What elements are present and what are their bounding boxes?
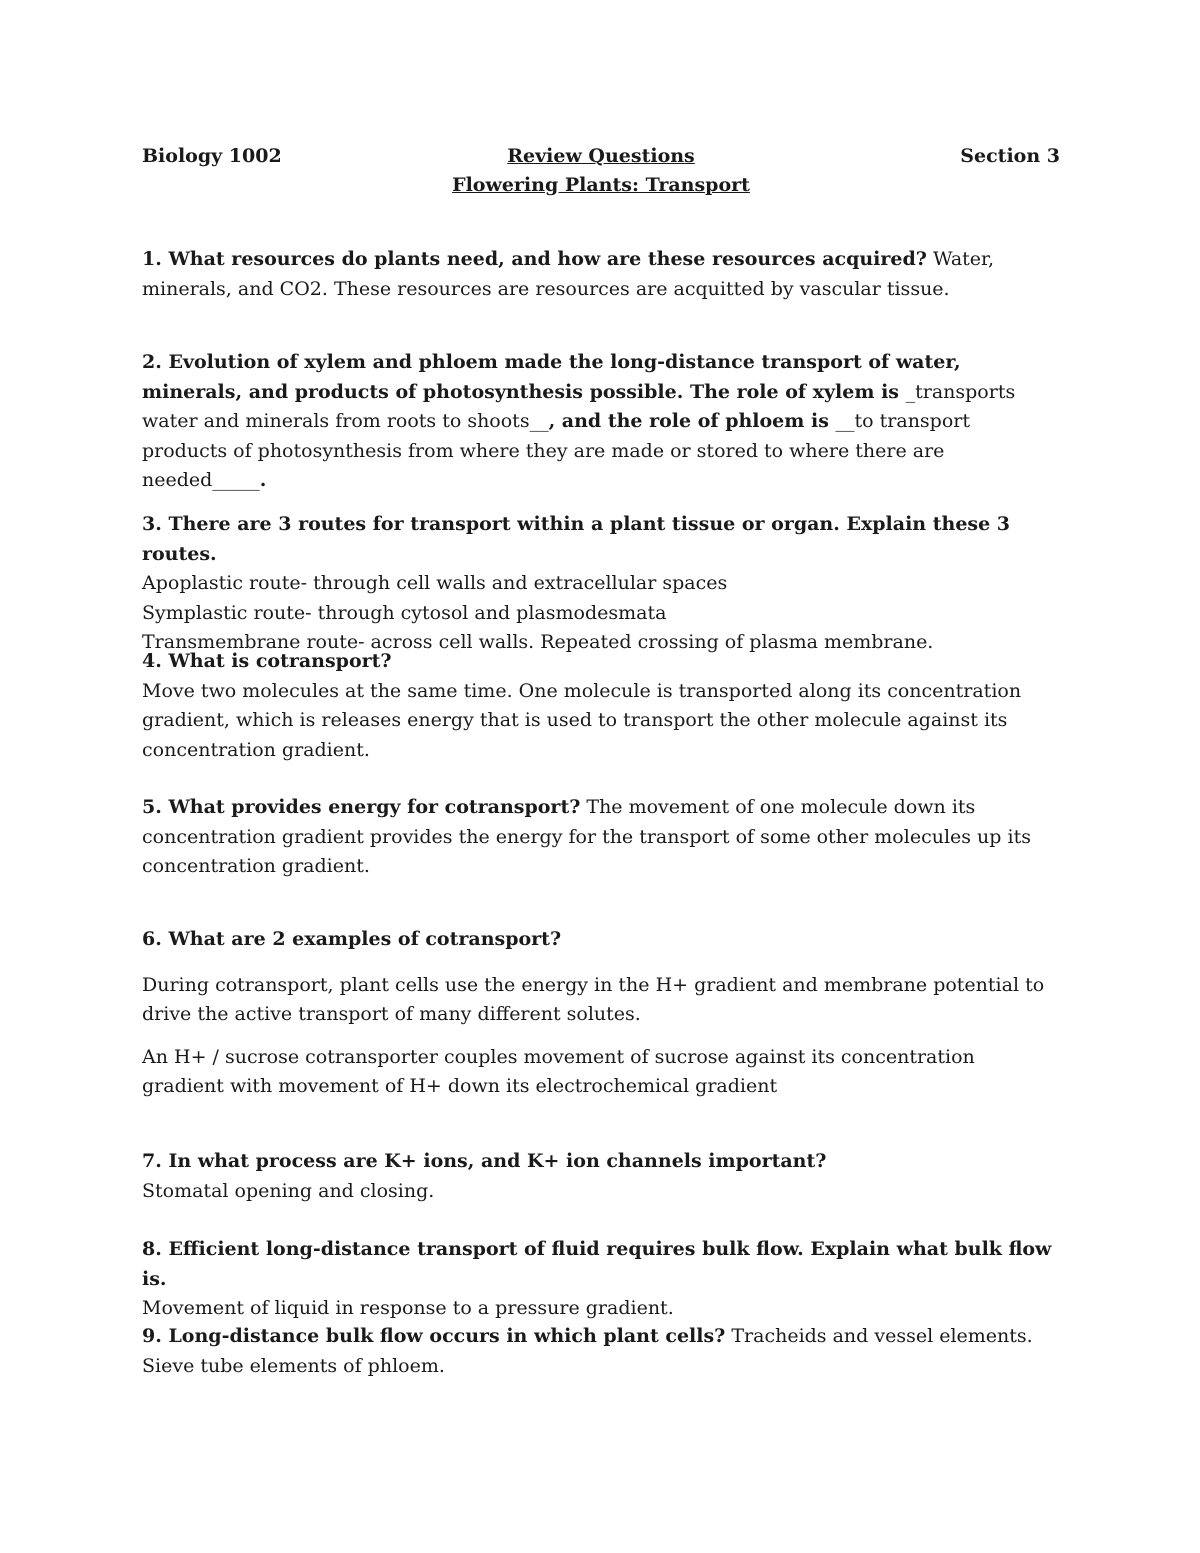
question-3-text: 3. There are 3 routes for transport within a plant tissue or organ. Explain these 3 routes. bbox=[142, 513, 1011, 565]
question-2-end: . bbox=[259, 469, 267, 491]
question-2 bbox=[142, 348, 1060, 496]
question-2-part-2: , and the role of phloem is bbox=[548, 410, 836, 432]
answer-9-text: Tracheids and vessel elements. Sieve tube elements of phloem. bbox=[142, 1325, 1033, 1377]
question-1-text: 1. What resources do plants need, and how are these resources acquired? bbox=[142, 248, 927, 270]
course-label: Biology 1002 bbox=[142, 145, 282, 167]
question-7 bbox=[142, 1147, 1060, 1206]
answer-5-text: The movement of one molecule down its concentration gradient provides the energy for the transport of some other molecules up its concentration gradient. bbox=[142, 796, 1031, 877]
question-7-text: 7. In what process are K+ ions, and K+ ion channels important? bbox=[142, 1150, 827, 1172]
question-4 bbox=[142, 647, 1060, 765]
question-9 bbox=[142, 1322, 1060, 1381]
question-8-text: 8. Efficient long-distance transport of fluid requires bulk flow. Explain what bulk flow is. bbox=[142, 1238, 1052, 1290]
doc-title: Review Questions bbox=[507, 145, 695, 167]
question-5 bbox=[142, 793, 1060, 882]
header-row bbox=[142, 142, 1060, 171]
doc-title-wrap bbox=[142, 142, 1060, 172]
question-9-text: 9. Long-distance bulk flow occurs in which plant cells? bbox=[142, 1325, 726, 1347]
question-2-part-1: 2. Evolution of xylem and phloem made the long-distance transport of water, minerals, and products of photosynthesis possible. The role of xylem is bbox=[142, 351, 961, 403]
section-label: Section 3 bbox=[960, 145, 1060, 167]
doc-subtitle: Flowering Plants: Transport bbox=[452, 174, 750, 196]
question-6 bbox=[142, 925, 1060, 1102]
answer-3-apoplastic: Apoplastic route- through cell walls and extracellular spaces bbox=[142, 572, 728, 594]
answer-4-text: Move two molecules at the same time. One molecule is transported along its concentration gradient, which is releases energy that is used to transport the other molecule against its concentration gradient. bbox=[142, 679, 1022, 761]
question-5-text: 5. What provides energy for cotransport? bbox=[142, 796, 581, 818]
answer-2-xylem: _transports water and minerals from roots to shoots__ bbox=[142, 380, 1016, 432]
answer-7-text: Stomatal opening and closing. bbox=[142, 1179, 435, 1202]
question-8 bbox=[142, 1235, 1060, 1324]
question-1 bbox=[142, 245, 1060, 304]
subtitle-row bbox=[142, 171, 1060, 201]
answer-8-text: Movement of liquid in response to a pressure gradient. bbox=[142, 1297, 674, 1319]
answer-6-second: An H+ / sucrose cotransporter couples movement of sucrose against its concentration gradient with movement of H+ down its electrochemical gradient bbox=[142, 1045, 975, 1097]
question-3 bbox=[142, 510, 1060, 658]
answer-2-phloem: __to transport products of photosynthesis from where they are made or stored to where there are needed_____ bbox=[142, 410, 970, 491]
question-4-text: 4. What is cotransport? bbox=[142, 650, 392, 672]
answer-3-symplastic: Symplastic route- through cytosol and plasmodesmata bbox=[142, 601, 667, 624]
answer-6-first: During cotransport, plant cells use the energy in the H+ gradient and membrane potential to drive the active transport of many different solutes. bbox=[142, 973, 1045, 1025]
question-6-text: 6. What are 2 examples of cotransport? bbox=[142, 928, 562, 950]
answer-3-transmembrane: Transmembrane route- across cell walls. Repeated crossing of plasma membrane. bbox=[142, 631, 934, 653]
answer-1-text: Water, minerals, and CO2. These resources are resources are acquitted by vascular tissue. bbox=[142, 248, 995, 300]
